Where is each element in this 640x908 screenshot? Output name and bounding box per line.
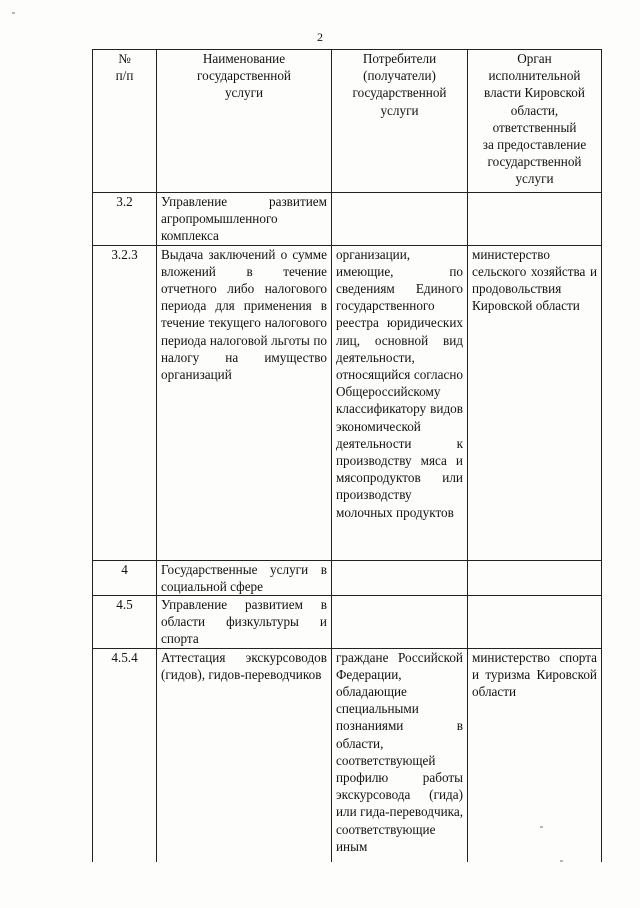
services-table [92,49,602,862]
page-number: 2 [317,30,323,44]
row-authority [468,560,602,595]
row-number: 4.5.4 [93,648,157,862]
row-service-name: Выдача заключений о сумме вложений в течение отчетного либо налогового периода для применения в течение текущего налогового периода налоговой льготы по налогу на имущество организаций [157,245,332,560]
row-consumers [332,193,468,246]
header-service-name: Наименование государственной услуги [157,50,332,193]
header-consumers: Потребители (получатели) государственной услуги [332,50,468,193]
row-service-name: Государственные услуги в социальной сфере [157,560,332,595]
scan-speck [560,860,563,862]
table-row [93,560,602,595]
row-authority [468,193,602,246]
row-service-name: Аттестация экскурсоводов (гидов), гидов-переводчиков [157,648,332,862]
table-header-row [93,50,602,193]
row-consumers [332,596,468,649]
row-number: 4.5 [93,596,157,649]
row-consumers: организации, имеющие, по сведениям Единого государственного реестра юридических лиц, основной вид деятельности, относящийся согласно Общероссийскому классификатору видов экономической деятельности к производству мяса и мясопродуктов или производству молочных продуктов [332,245,468,560]
table-row [93,245,602,560]
scan-speck [540,826,543,828]
row-consumers: граждане Российской Федерации, обладающие специальными познаниями в области, соответствующей профилю работы экскурсовода (гида) или гида-переводчика, соответствующие иным [332,648,468,862]
row-number: 4 [93,560,157,595]
row-authority: министерство сельского хозяйства и продовольствия Кировской области [468,245,602,560]
row-service-name: Управление развитием агропромышленного комплекса [157,193,332,246]
row-consumers [332,560,468,595]
table-row [93,648,602,862]
row-service-name: Управление развитием в области физкультуры и спорта [157,596,332,649]
row-authority [468,596,602,649]
table-row [93,193,602,246]
row-number: 3.2.3 [93,245,157,560]
header-authority: Орган исполнительной власти Кировской области, ответственный за предоставление государственной услуги [468,50,602,193]
table-row [93,596,602,649]
row-authority: министерство спорта и туризма Кировской области [468,648,602,862]
row-number: 3.2 [93,193,157,246]
header-number: № п/п [93,50,157,193]
scan-speck [12,12,15,14]
